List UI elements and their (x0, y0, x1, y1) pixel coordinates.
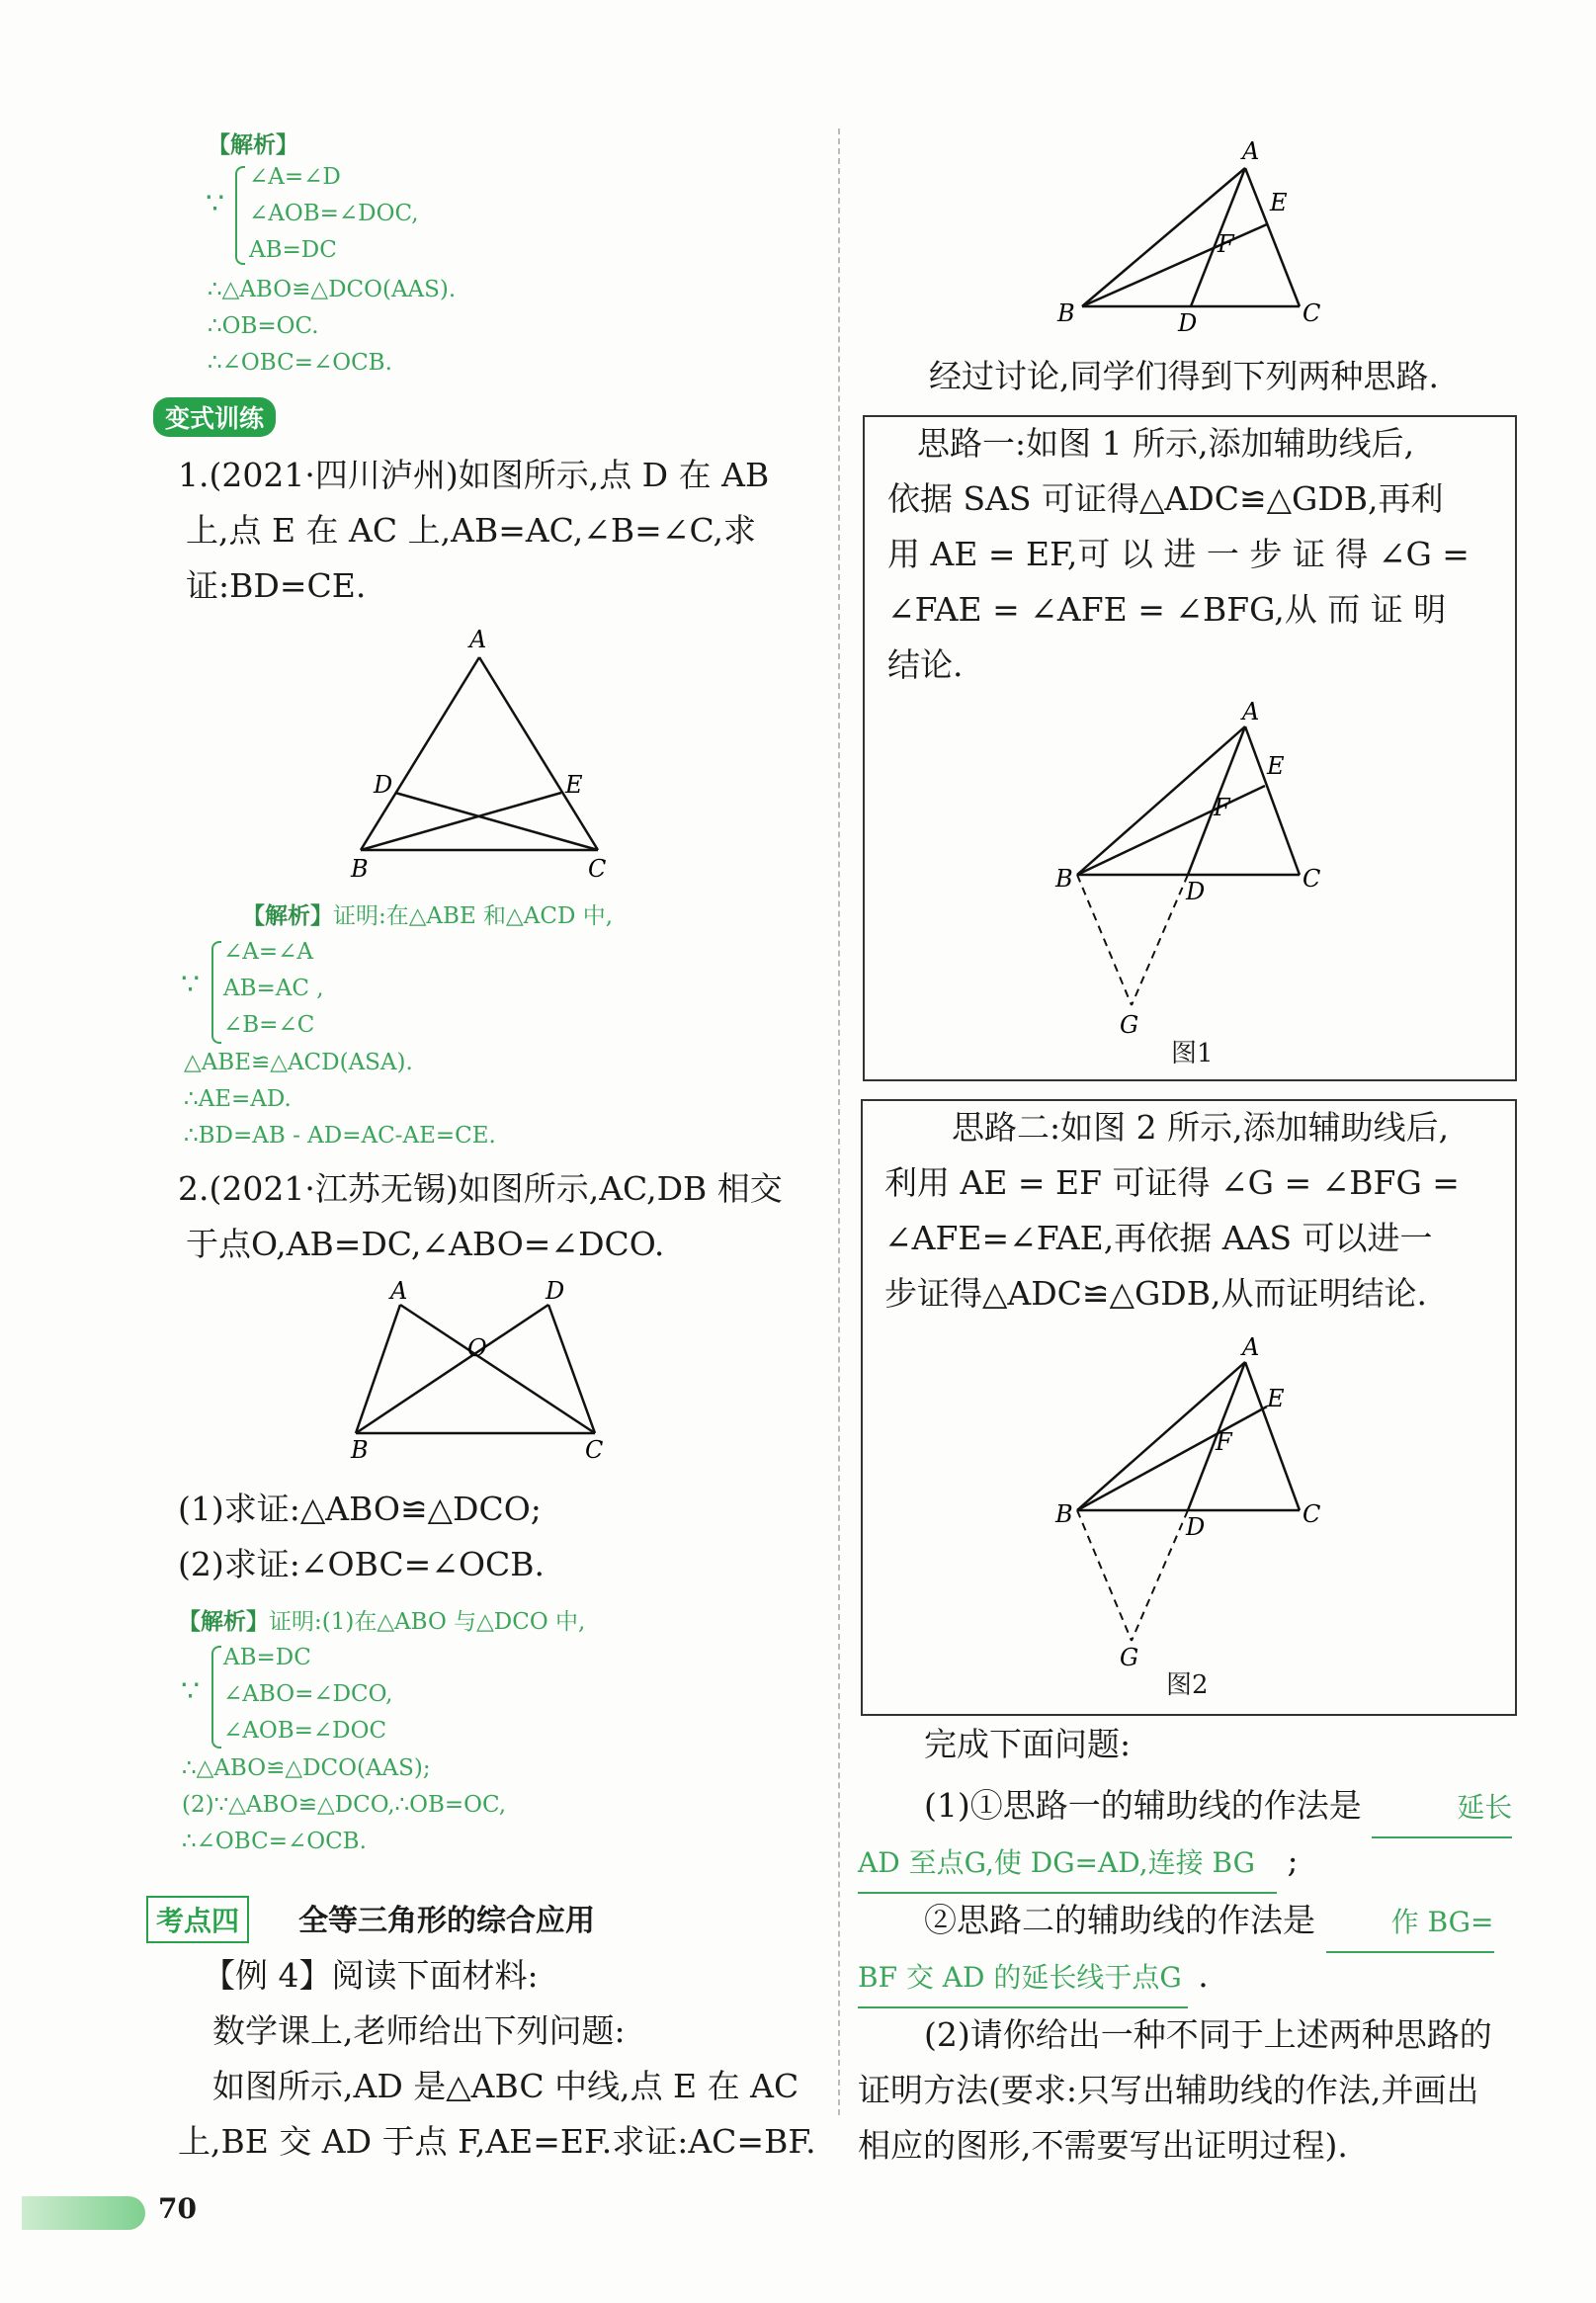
point-label: B (351, 1436, 369, 1464)
point-label: B (1057, 299, 1075, 327)
because-symbol: ∵ (181, 968, 201, 1002)
idea-text: 思路二:如图 2 所示,添加辅助线后, (952, 1108, 1450, 1147)
question-1b: ②思路二的辅助线的作法是 作 BG= (924, 1892, 1494, 1953)
answer-fill: 延长 (1372, 1779, 1512, 1838)
point-label: D (546, 1277, 565, 1305)
point-label: B (351, 855, 369, 883)
proof-line: (2)∵△ABO≌△DCO,∴OB=OC, (182, 1792, 507, 1818)
question-text: 1.(2021·四川泸州)如图所示,点 D 在 AB (178, 456, 770, 494)
analysis-tag: 【解析】 (208, 131, 298, 158)
idea-text: ∠AFE=∠FAE,再依据 AAS 可以进一 (884, 1219, 1433, 1257)
idea-text: 步证得△ADC≌△GDB,从而证明结论. (884, 1274, 1427, 1313)
condition: ∠A=∠A (223, 939, 314, 965)
point-label: A (469, 626, 487, 653)
idea-text: 依据 SAS 可证得△ADC≌△GDB,再利 (887, 479, 1444, 518)
because-symbol: ∵ (206, 187, 225, 221)
point-label: C (588, 855, 607, 883)
point-label: E (1270, 189, 1288, 216)
question-1b-cont: BF 交 AD 的延长线于点G . (858, 1947, 1209, 2008)
idea-text: 用 AE = EF,可 以 进 一 步 证 得 ∠G = (887, 535, 1470, 573)
point-label: D (1186, 878, 1206, 905)
point-label: O (467, 1334, 487, 1362)
idea-text: 思路一:如图 1 所示,添加辅助线后, (917, 424, 1415, 463)
condition: ∠AOB=∠DOC (223, 1718, 387, 1744)
point-label: D (1186, 1513, 1206, 1541)
dashed-segment (1077, 1510, 1132, 1641)
condition: AB=DC (249, 237, 337, 263)
segment (356, 1305, 548, 1433)
point-label: C (1302, 865, 1321, 893)
proof-line: ∴∠OBC=∠OCB. (182, 1829, 367, 1854)
dashed-segment (1077, 875, 1132, 1005)
point-label: B (1055, 865, 1073, 893)
question-1a: (1)①思路一的辅助线的作法是 延长 (924, 1777, 1512, 1838)
question-text: 于点O,AB=DC,∠ABO=∠DCO. (186, 1225, 665, 1263)
segment (400, 1305, 595, 1433)
point-label: A (390, 1277, 408, 1305)
example-text: 数学课上,老师给出下列问题: (212, 2011, 626, 2050)
discussion-text: 经过讨论,同学们得到下列两种思路. (929, 357, 1439, 395)
question-text: 证:BD=CE. (186, 566, 367, 605)
figure-q2 (336, 1275, 623, 1473)
figure-caption: 图1 (1171, 1039, 1214, 1068)
question-1a-cont: AD 至点G,使 DG=AD,连接 BG ; (858, 1833, 1299, 1894)
point-label: F (1216, 1428, 1232, 1456)
example-text: 【例 4】阅读下面材料: (203, 1956, 539, 1995)
point-label: G (1120, 1644, 1139, 1671)
point-label: D (1178, 309, 1198, 337)
point-label: B (1055, 1500, 1073, 1528)
point-label: E (565, 771, 583, 799)
idea-text: 利用 AE = EF 可证得 ∠G = ∠BFG = (884, 1163, 1460, 1202)
segment (1077, 1407, 1267, 1510)
point-label: A (1242, 698, 1260, 725)
question-2: 证明方法(要求:只写出辅助线的作法,并画出 (858, 2071, 1479, 2109)
point-label: C (1302, 1500, 1321, 1528)
answer-fill: 作 BG= (1326, 1894, 1494, 1953)
page-number: 70 (158, 2192, 197, 2225)
point-label: A (1242, 137, 1260, 165)
point-label: F (1218, 230, 1234, 258)
segment (1077, 786, 1265, 875)
condition: ∠B=∠C (223, 1012, 315, 1038)
figure-q1 (336, 623, 632, 890)
brace (211, 1646, 221, 1749)
proof-line: ∴△ABO≌△DCO(AAS). (208, 277, 457, 302)
segment (356, 1305, 400, 1433)
proof-line: ∴∠OBC=∠OCB. (208, 350, 392, 376)
condition: ∠AOB=∠DOC, (249, 201, 419, 226)
figure-example (1048, 133, 1344, 341)
column-divider (838, 128, 840, 2115)
proof-line: ∴BD=AB - AD=AC-AE=CE. (184, 1123, 496, 1149)
proof-line: ∴△ABO≌△DCO(AAS); (182, 1755, 431, 1781)
brace (235, 166, 245, 265)
point-label: E (1267, 752, 1285, 780)
point-label: C (585, 1436, 604, 1464)
idea-text: 结论. (887, 645, 964, 684)
idea-text: ∠FAE = ∠AFE = ∠BFG,从 而 证 明 (887, 590, 1447, 629)
point-label: A (1242, 1333, 1260, 1361)
question-text: (2)求证:∠OBC=∠OCB. (178, 1545, 546, 1583)
because-symbol: ∵ (181, 1674, 201, 1709)
point-label: G (1120, 1011, 1139, 1039)
condition: AB=AC , (223, 976, 324, 1001)
segment (548, 1305, 595, 1433)
figure-1 (1048, 697, 1344, 1063)
proof-line: △ABE≌△ACD(ASA). (184, 1050, 413, 1075)
segment (1245, 726, 1300, 875)
question-2: 相应的图形,不需要写出证明过程). (858, 2126, 1348, 2165)
point-label: D (374, 771, 393, 799)
question-text: 上,点 E 在 AC 上,AB=AC,∠B=∠C,求 (186, 511, 757, 550)
point-label: C (1302, 299, 1321, 327)
proof-line: ∴AE=AD. (184, 1086, 292, 1112)
dashed-segment (1132, 1510, 1188, 1641)
topic-title: 全等三角形的综合应用 (298, 1904, 595, 1938)
condition: ∠ABO=∠DCO, (223, 1681, 393, 1707)
question-2: (2)请你给出一种不同于上述两种思路的 (924, 2015, 1492, 2054)
task-text: 完成下面问题: (924, 1725, 1132, 1763)
proof-line: ∴OB=OC. (208, 313, 319, 339)
page-number-tab (22, 2196, 145, 2230)
example-text: 如图所示,AD 是△ABC 中线,点 E 在 AC (212, 2067, 799, 2105)
analysis-tag: 【解析】证明:(1)在△ABO 与△DCO 中, (178, 1608, 586, 1635)
answer-fill: BF 交 AD 的延长线于点G (858, 1949, 1188, 2008)
question-text: 2.(2021·江苏无锡)如图所示,AC,DB 相交 (178, 1169, 783, 1208)
section-badge: 变式训练 (153, 397, 276, 437)
condition: ∠A=∠D (249, 164, 341, 190)
example-text: 上,BE 交 AD 于点 F,AE=EF.求证:AC=BF. (178, 2122, 816, 2161)
analysis-tag: 【解析】证明:在△ABE 和△ACD 中, (242, 902, 614, 929)
brace (211, 941, 221, 1044)
question-text: (1)求证:△ABO≌△DCO; (178, 1490, 542, 1528)
dashed-segment (1132, 875, 1188, 1005)
segment (1082, 224, 1267, 306)
figure-caption: 图2 (1166, 1670, 1209, 1700)
topic-label: 考点四 (146, 1896, 249, 1943)
point-label: F (1214, 794, 1230, 821)
condition: AB=DC (223, 1645, 311, 1670)
figure-2 (1048, 1329, 1344, 1695)
answer-fill: AD 至点G,使 DG=AD,连接 BG (858, 1834, 1277, 1894)
point-label: E (1267, 1385, 1285, 1412)
